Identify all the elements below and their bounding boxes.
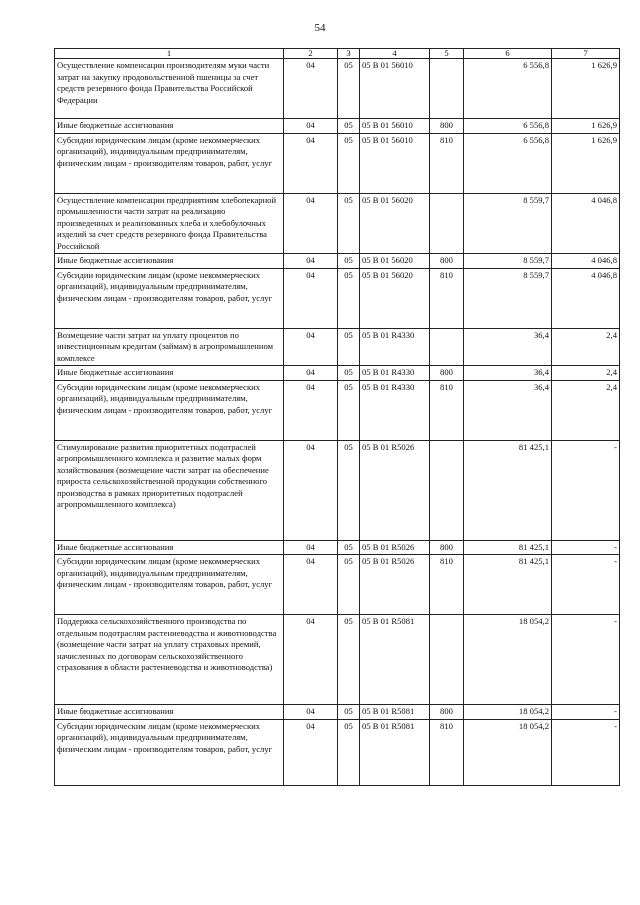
section-code-cell: 04 [284,380,338,440]
subsection-code-cell: 05 [338,615,360,705]
section-code-cell: 04 [284,193,338,254]
table-row [55,380,620,440]
expense-type-cell: 810 [430,555,464,615]
table-row [55,254,620,269]
subsection-code-cell: 05 [338,366,360,381]
subsection-code-cell: 05 [338,719,360,785]
table-row [55,615,620,705]
subsection-code-cell: 05 [338,328,360,366]
row-name-cell: Субсидии юридическим лицам (кроме некоммерческих организаций), индивидуальным предпринимателям, физическим лицам - производителям товаров, работ, услуг [55,133,284,193]
row-name-cell: Субсидии юридическим лицам (кроме некоммерческих организаций), индивидуальным предпринимателям, физическим лицам - производителям товаров, работ, услуг [55,719,284,785]
table-row [55,119,620,134]
amount-cell: 8 559,7 [464,193,552,254]
expense-type-cell: 810 [430,133,464,193]
amount-cell: 6 556,8 [464,119,552,134]
amount-cell: 6 556,8 [464,133,552,193]
column-header: 3 [338,49,360,59]
subsection-code-cell: 05 [338,193,360,254]
row-name-cell: Иные бюджетные ассигнования [55,540,284,555]
amount-secondary-cell: - [552,615,620,705]
row-name-cell: Субсидии юридическим лицам (кроме некоммерческих организаций), индивидуальным предпринимателям, физическим лицам - производителям товаров, работ, услуг [55,268,284,328]
target-article-cell: 05 В 01 R4330 [360,380,430,440]
expense-type-cell [430,440,464,540]
section-code-cell: 04 [284,119,338,134]
row-name-cell: Иные бюджетные ассигнования [55,254,284,269]
amount-secondary-cell: 4 046,8 [552,268,620,328]
expense-type-cell: 800 [430,705,464,720]
section-code-cell: 04 [284,133,338,193]
amount-cell: 81 425,1 [464,540,552,555]
section-code-cell: 04 [284,254,338,269]
section-code-cell: 04 [284,555,338,615]
page-number: 54 [314,22,326,34]
amount-cell: 8 559,7 [464,254,552,269]
expense-type-cell: 800 [430,254,464,269]
amount-secondary-cell: 2,4 [552,380,620,440]
amount-secondary-cell: - [552,555,620,615]
row-name-cell: Иные бюджетные ассигнования [55,366,284,381]
target-article-cell: 05 В 01 R5026 [360,555,430,615]
amount-secondary-cell: - [552,719,620,785]
amount-cell: 81 425,1 [464,440,552,540]
amount-cell: 6 556,8 [464,59,552,119]
row-name-cell: Осуществление компенсации производителям муки части затрат на закупку продовольственной пшеницы за счет средств резервного фонда Правительства Российской Федерации [55,59,284,119]
table-row [55,719,620,785]
subsection-code-cell: 05 [338,254,360,269]
amount-secondary-cell: - [552,440,620,540]
amount-cell: 36,4 [464,328,552,366]
amount-secondary-cell: 4 046,8 [552,254,620,269]
table-row [55,540,620,555]
expense-type-cell: 810 [430,719,464,785]
subsection-code-cell: 05 [338,555,360,615]
row-name-cell: Возмещение части затрат на уплату процентов по инвестиционным кредитам (займам) в агропромышленном комплексе [55,328,284,366]
target-article-cell: 05 В 01 R5081 [360,705,430,720]
table-row [55,328,620,366]
column-header: 1 [55,49,284,59]
expense-type-cell: 810 [430,380,464,440]
table-body [55,59,620,786]
section-code-cell: 04 [284,328,338,366]
target-article-cell: 05 В 01 56010 [360,119,430,134]
table-row [55,555,620,615]
amount-cell: 18 054,2 [464,705,552,720]
table-row [55,133,620,193]
target-article-cell: 05 В 01 R5081 [360,719,430,785]
target-article-cell: 05 В 01 R5026 [360,540,430,555]
target-article-cell: 05 В 01 56010 [360,133,430,193]
expense-type-cell [430,59,464,119]
section-code-cell: 04 [284,719,338,785]
table-row [55,59,620,119]
subsection-code-cell: 05 [338,440,360,540]
amount-cell: 36,4 [464,380,552,440]
amount-secondary-cell: 4 046,8 [552,193,620,254]
column-header: 6 [464,49,552,59]
section-code-cell: 04 [284,705,338,720]
subsection-code-cell: 05 [338,380,360,440]
section-code-cell: 04 [284,59,338,119]
column-header: 5 [430,49,464,59]
expense-type-cell: 800 [430,119,464,134]
section-code-cell: 04 [284,366,338,381]
target-article-cell: 05 В 01 R5026 [360,440,430,540]
amount-cell: 18 054,2 [464,615,552,705]
amount-secondary-cell: - [552,705,620,720]
table-row [55,193,620,254]
expense-type-cell [430,193,464,254]
expense-type-cell: 810 [430,268,464,328]
column-header: 2 [284,49,338,59]
budget-table [54,48,620,786]
column-header: 4 [360,49,430,59]
expense-type-cell: 800 [430,366,464,381]
subsection-code-cell: 05 [338,119,360,134]
section-code-cell: 04 [284,440,338,540]
section-code-cell: 04 [284,268,338,328]
section-code-cell: 04 [284,615,338,705]
row-name-cell: Субсидии юридическим лицам (кроме некоммерческих организаций), индивидуальным предпринимателям, физическим лицам - производителям товаров, работ, услуг [55,380,284,440]
subsection-code-cell: 05 [338,705,360,720]
amount-secondary-cell: - [552,540,620,555]
table-row [55,705,620,720]
subsection-code-cell: 05 [338,540,360,555]
subsection-code-cell: 05 [338,133,360,193]
table-row [55,440,620,540]
amount-cell: 81 425,1 [464,555,552,615]
amount-secondary-cell: 1 626,9 [552,119,620,134]
target-article-cell: 05 В 01 R4330 [360,328,430,366]
table-row [55,366,620,381]
row-name-cell: Иные бюджетные ассигнования [55,705,284,720]
amount-secondary-cell: 1 626,9 [552,59,620,119]
target-article-cell: 05 В 01 56020 [360,268,430,328]
amount-cell: 36,4 [464,366,552,381]
column-header: 7 [552,49,620,59]
amount-secondary-cell: 1 626,9 [552,133,620,193]
row-name-cell: Иные бюджетные ассигнования [55,119,284,134]
table-header-row [55,49,620,59]
expense-type-cell: 800 [430,540,464,555]
amount-cell: 8 559,7 [464,268,552,328]
row-name-cell: Осуществление компенсации предприятиям хлебопекарной промышленности части затрат на реализацию произведенных и реализованных хлеба и хлебобулочных изделий за счет средств резервного фонда Правительства Российской [55,193,284,254]
expense-type-cell [430,328,464,366]
amount-secondary-cell: 2,4 [552,328,620,366]
target-article-cell: 05 В 01 56020 [360,193,430,254]
table-row [55,268,620,328]
row-name-cell: Поддержка сельскохозяйственного производства по отдельным подотраслям растениеводства и животноводства (возмещение части затрат на уплату страховых премий, начисленных по договорам сельскохозяйственного страхования в области растениеводства и животноводства) [55,615,284,705]
subsection-code-cell: 05 [338,59,360,119]
target-article-cell: 05 В 01 56020 [360,254,430,269]
amount-cell: 18 054,2 [464,719,552,785]
row-name-cell: Субсидии юридическим лицам (кроме некоммерческих организаций), индивидуальным предпринимателям, физическим лицам - производителям товаров, работ, услуг [55,555,284,615]
target-article-cell: 05 В 01 R4330 [360,366,430,381]
expense-type-cell [430,615,464,705]
target-article-cell: 05 В 01 56010 [360,59,430,119]
section-code-cell: 04 [284,540,338,555]
subsection-code-cell: 05 [338,268,360,328]
amount-secondary-cell: 2,4 [552,366,620,381]
row-name-cell: Стимулирование развития приоритетных подотраслей агропромышленного комплекса и развитие малых форм хозяйствования (возмещение части затрат на обеспечение прироста сельскохозяйственной продукции собственного производства в рамках приоритетных подотраслей агропромышленного комплекса) [55,440,284,540]
target-article-cell: 05 В 01 R5081 [360,615,430,705]
